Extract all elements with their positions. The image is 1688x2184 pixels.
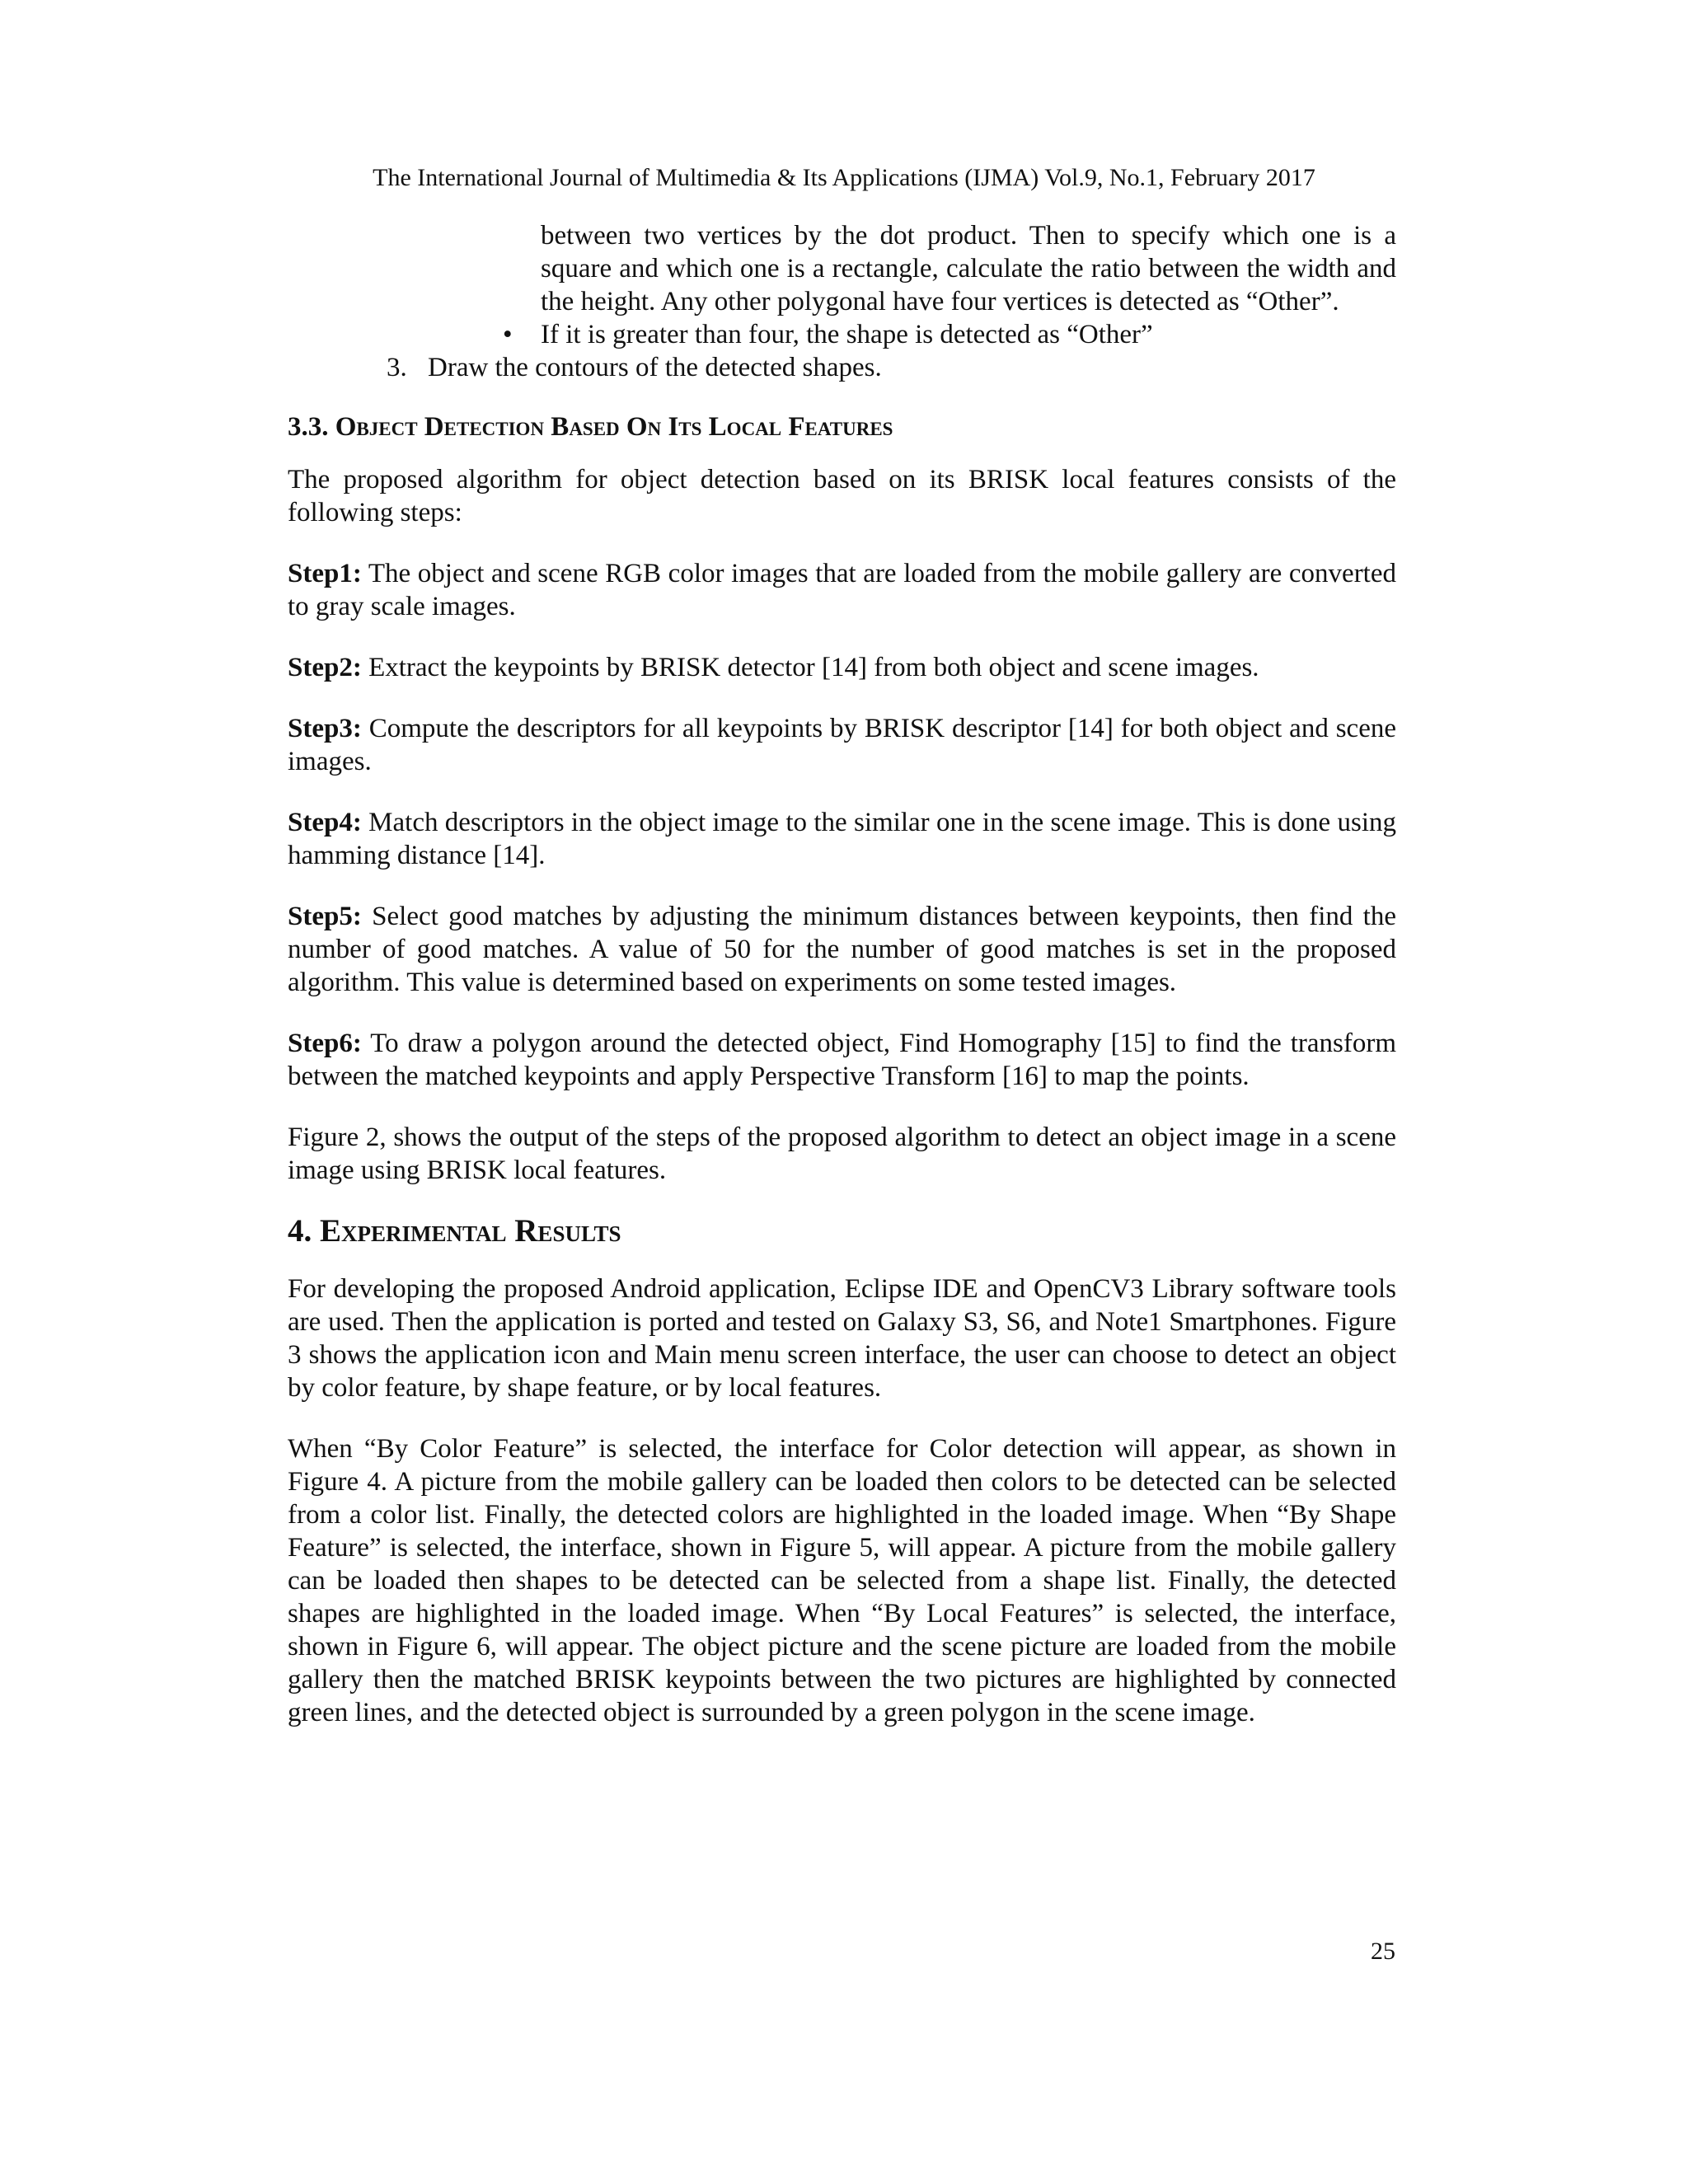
numbered-item-text: Draw the contours of the detected shapes. — [428, 353, 882, 382]
step-4 — [288, 806, 1396, 872]
step-3 — [288, 712, 1396, 778]
step-5-text: Select good matches by adjusting the minimum distances between keypoints, then find the number of good matches. A value of 50 for the number of good matches is set in the proposed algorithm. This value is determined based on experiments on some tested images. — [288, 902, 1396, 997]
step-1 — [288, 557, 1396, 623]
step-5 — [288, 900, 1396, 999]
step-4-label: Step4: — [288, 808, 362, 837]
section-heading-3-3-text: 3.3. Object Detection Based On Its Local Features — [288, 412, 893, 442]
step-6-text: To draw a polygon around the detected object, Find Homography [15] to find the transform between the matched keypoints and apply Perspective Transform [16] to map the points. — [288, 1029, 1396, 1091]
section-heading-4-text: 4. Experimental Results — [288, 1213, 621, 1249]
step-4-text: Match descriptors in the object image to the similar one in the scene image. This is done using hamming distance [14]. — [288, 808, 1396, 870]
step-3-label: Step3: — [288, 714, 362, 743]
step-2-label: Step2: — [288, 653, 362, 682]
step-1-text: The object and scene RGB color images that are loaded from the mobile gallery are converted to gray scale images. — [288, 559, 1396, 621]
page-number: 25 — [1371, 1938, 1395, 1965]
step-1-label: Step1: — [288, 559, 362, 588]
numbered-item — [387, 351, 1396, 384]
step-3-text: Compute the descriptors for all keypoints by BRISK descriptor [14] for both object and scene images. — [288, 714, 1396, 776]
step-5-label: Step5: — [288, 902, 362, 931]
figure-2-note: Figure 2, shows the output of the steps of the proposed algorithm to detect an object image in a scene image using BRISK local features. — [288, 1122, 1396, 1185]
page-body — [288, 219, 1396, 1729]
section-heading-3-3 — [288, 409, 1396, 445]
numbered-item-number: 3. — [387, 353, 407, 382]
bullet-icon: • — [503, 320, 513, 349]
bullet-text: If it is greater than four, the shape is detected as “Other” — [541, 320, 1153, 349]
step-2-text: Extract the keypoints by BRISK detector [14] from both object and scene images. — [361, 653, 1259, 682]
step-2 — [288, 651, 1396, 684]
bullet-item — [503, 318, 1396, 351]
section-3-3-intro: The proposed algorithm for object detection based on its BRISK local features consists of the following steps: — [288, 465, 1396, 527]
section-heading-4 — [288, 1210, 1396, 1253]
step-6-label: Step6: — [288, 1029, 362, 1058]
section-4-paragraph-1: For developing the proposed Android application, Eclipse IDE and OpenCV3 Library software tools are used. Then the application is ported and tested on Galaxy S3, S6, and Note1 Smartphones. Figure 3 shows the application icon and Main menu screen interface, the user can choose to detect an object by color feature, by shape feature, or by local features. — [288, 1274, 1396, 1403]
running-header: The International Journal of Multimedia & Its Applications (IJMA) Vol.9, No.1, February 2017 — [373, 164, 1315, 191]
step-6 — [288, 1027, 1396, 1093]
continued-list-text: between two vertices by the dot product. Then to specify which one is a square and which one is a rectangle, calculate the ratio between the width and the height. Any other polygonal have four vertices is detected as “Other”. — [541, 221, 1396, 316]
section-4-paragraph-2: When “By Color Feature” is selected, the interface for Color detection will appear, as shown in Figure 4. A picture from the mobile gallery can be loaded then colors to be detected can be selected from a color list. Finally, the detected colors are highlighted in the loaded image. When “By Shape Feature” is selected, the interface, shown in Figure 5, will appear. A picture from the mobile gallery can be loaded then shapes to be detected can be selected from a shape list. Finally, the detected shapes are highlighted in the loaded image. When “By Local Features” is selected, the interface, shown in Figure 6, will appear. The object picture and the scene picture are loaded from the mobile gallery then the matched BRISK keypoints between the two pictures are highlighted by connected green lines, and the detected object is surrounded by a green polygon in the scene image. — [288, 1434, 1396, 1727]
